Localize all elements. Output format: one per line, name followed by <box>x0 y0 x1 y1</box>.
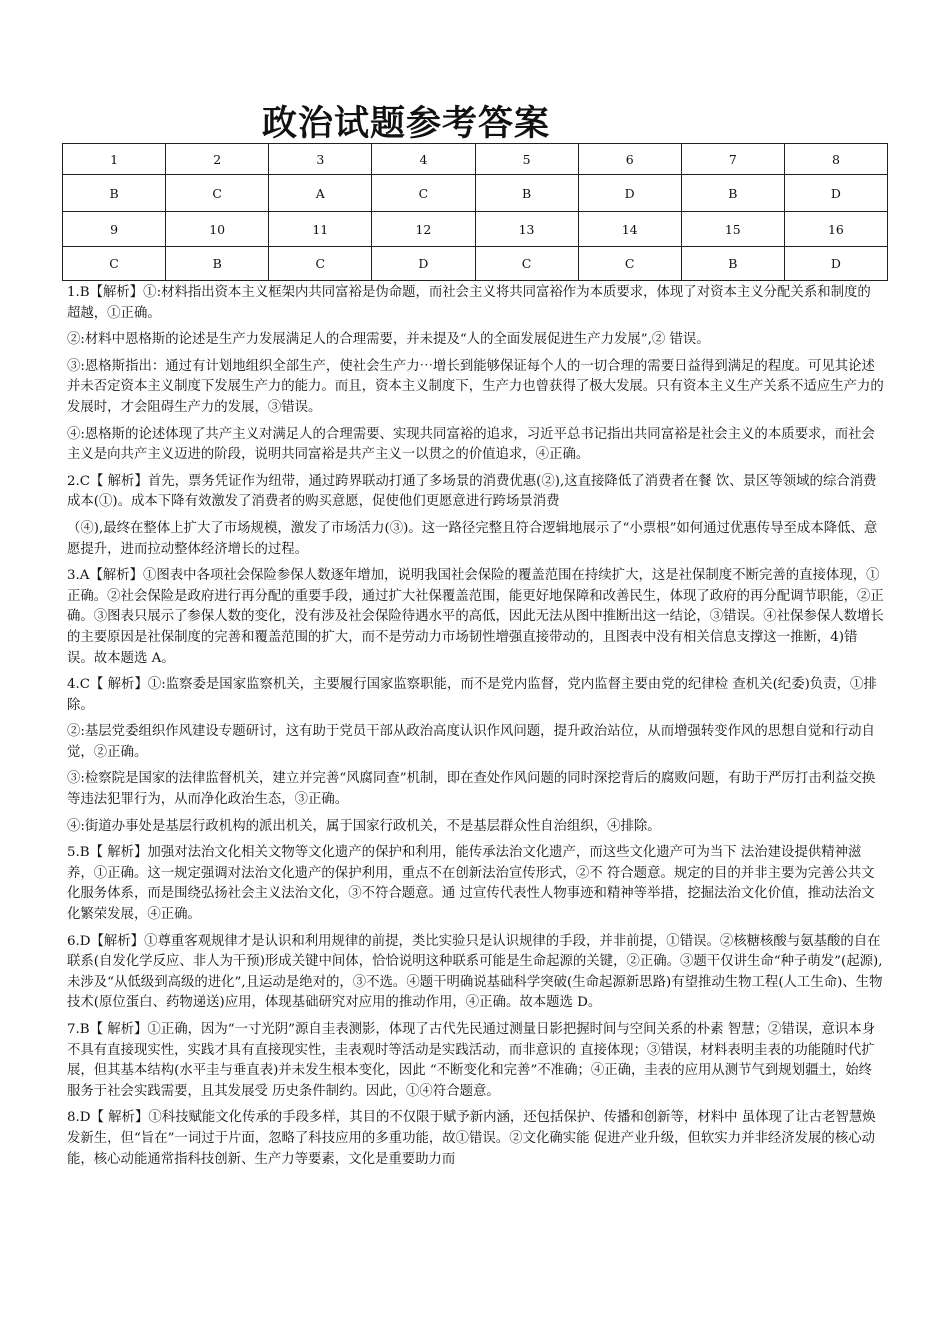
table-cell: 9 <box>63 212 166 247</box>
table-cell: 10 <box>166 212 269 247</box>
paragraph: （④),最终在整体上扩大了市场规模，激发了市场活力(③)。这一路径完整且符合逻辑地展示了“小票根”如何通过优惠传导至成本降低、意愿提升，进而拉动整体经济增长的过程。 <box>67 520 878 557</box>
table-cell: A <box>269 175 372 212</box>
table-cell: D <box>784 247 887 281</box>
paragraph: 8.D【 解析】①科技赋能文化传承的手段多样，其目的不仅限于赋予新内涵，还包括保护、传播和创新等，材料中 虽体现了让古老智慧焕发新生，但“旨在”一词过于片面，忽略了科技应用的多重功能，故①错误。②文化确实能 促进产业升级，但软实力并非经济发展的核心动能，核心动能通常指科技创新、生产力等要素，文化是重要助力而 <box>67 1110 876 1167</box>
table-cell: B <box>475 175 578 212</box>
paragraph: ②:材料中恩格斯的论述是生产力发展满足人的合理需要，并未提及“人的全面发展促进生产力发展”,② 错误。 <box>67 332 710 348</box>
table-row <box>63 175 888 212</box>
paragraph: 7.B【 解析】①正确，因为“一寸光阴”源自圭表测影，体现了古代先民通过测量日影把握时间与空间关系的朴素 智慧；②错误，意识本身不具有直接现实性，实践才具有直接现实性，圭表观时等活动是实践活动，而非意识的 直接体现；③错误，材料表明圭表的功能随时代扩展，但其基本结构(水平圭与垂直表)并未发生根本变化，因此 “不断变化和完善”不准确；④正确，圭表的应用从测节气到规划疆土，始终服务于社会实践需要，且其发展受 历史条件制约。因此，①④符合题意。 <box>67 1022 876 1099</box>
answer-table <box>62 143 888 281</box>
table-cell: B <box>63 175 166 212</box>
table-cell: 1 <box>63 144 166 175</box>
table-cell: B <box>166 247 269 281</box>
paragraph: 2.C【 解析】首先，票务凭证作为纽带，通过跨界联动打通了多场景的消费优惠(②),这直接降低了消费者在餐 饮、景区等领域的综合消费成本(①)。成本下降有效激发了消费者的购买意愿，促使他们更愿意进行跨场景消费 <box>67 473 877 510</box>
table-cell: B <box>681 247 784 281</box>
table-cell: 16 <box>784 212 887 247</box>
paragraph: ③:恩格斯指出：通过有计划地组织全部生产，使社会生产力⋯增长到能够保证每个人的一切合理的需要日益得到满足的程度。可见其论述并未否定资本主义制度下发展生产力的能力。而且，资本主义制度下，生产力也曾获得了极大发展。只有资本主义生产关系不适应生产力的发展时，才会阻碍生产力的发展，③错误。 <box>67 358 884 415</box>
page-title: 政治试题参考答案 <box>262 104 551 144</box>
table-row <box>63 247 888 281</box>
table-row <box>63 144 888 175</box>
table-cell: B <box>681 175 784 212</box>
table-row <box>63 212 888 247</box>
table-cell: 6 <box>578 144 681 175</box>
table-cell: 5 <box>475 144 578 175</box>
table-cell: C <box>475 247 578 281</box>
table-cell: 2 <box>166 144 269 175</box>
table-cell: D <box>784 175 887 212</box>
table-cell: 14 <box>578 212 681 247</box>
answer-explanations <box>67 283 884 1176</box>
table-cell: 8 <box>784 144 887 175</box>
paragraph: ③:检察院是国家的法律监督机关，建立并完善“风腐同查”机制，即在查处作风问题的同时深挖背后的腐败问题，有助于严厉打击利益交换等违法犯罪行为，从而净化政治生态，③正确。 <box>67 771 876 808</box>
table-cell: 15 <box>681 212 784 247</box>
table-cell: 12 <box>372 212 475 247</box>
table-cell: C <box>63 247 166 281</box>
paragraph: ④:街道办事处是基层行政机构的派出机关，属于国家行政机关，不是基层群众性自治组织，④排除。 <box>67 818 661 834</box>
paragraph: 3.A【解析】①图表中各项社会保险参保人数逐年增加，说明我国社会保险的覆盖范围在持续扩大，这是社保制度不断完善的直接体现，①正确。②社会保险是政府进行再分配的重要手段，通过扩大社保覆盖范围，能更好地保障和改善民生，体现了政府的再分配调节职能，②正确。③图表只展示了参保人数的变化，没有涉及社会保险待遇水平的高低，因此无法从图中推断出这一结论，③错误。④社保参保人数增长的主要原因是社保制度的完善和覆盖范围的扩大，而不是劳动力市场韧性增强直接带动的，且图表中没有相关信息支撑这一推断，4)错误。故本题选 A。 <box>67 568 884 666</box>
table-cell: D <box>372 247 475 281</box>
table-cell: 7 <box>681 144 784 175</box>
table-cell: D <box>578 175 681 212</box>
table-cell: C <box>372 175 475 212</box>
paragraph: 5.B【 解析】加强对法治文化相关文物等文化遗产的保护和利用，能传承法治文化遗产，而这些文化遗产可为当下 法治建设提供精神滋养，①正确。这一规定强调对法治文化遗产的保护利用，重点不在创新法治宣传形式，②不 符合题意。规定的目的并非主要为完善公共文化服务体系，而是围绕弘扬社会主义法治文化，③不符合题意。通 过宣传代表性人物事迹和精神等举措，挖掘法治文化价值，推动法治文化繁荣发展，④正确。 <box>67 845 875 923</box>
paragraph: 6.D【解析】①尊重客观规律才是认识和利用规律的前提，类比实验只是认识规律的手段，并非前提，①错误。②核糖核酸与氨基酸的自在联系(自发化学反应、非人为干预)形成关键中间体，恰恰说明这种联系可能是生命起源的关键，②正确。③题干仅讲生命“种子萌发”(起源),未涉及“从低级到高级的进化”,且运动是绝对的，③不选。④题干明确说基础科学突破(生命起源新思路)有望推动生物工程(人工生命)、生物技术(原位蛋白、药物递送)应用，体现基础研究对应用的推动作用，④正确。故本题选 D。 <box>67 933 883 1011</box>
table-cell: C <box>269 247 372 281</box>
table-cell: 4 <box>372 144 475 175</box>
table-cell: 3 <box>269 144 372 175</box>
table-cell: C <box>578 247 681 281</box>
table-cell: 13 <box>475 212 578 247</box>
table-cell: 11 <box>269 212 372 247</box>
paragraph: 4.C【 解析】①:监察委是国家监察机关，主要履行国家监察职能，而不是党内监督，党内监督主要由党的纪律检 查机关(纪委)负责，①排除。 <box>67 677 877 713</box>
table-cell: C <box>166 175 269 212</box>
paragraph: ②:基层党委组织作风建设专题研讨，这有助于党员干部从政治高度认识作风问题，提升政治站位，从而增强转变作风的思想自觉和行动自觉，②正确。 <box>67 724 875 760</box>
paragraph: 1.B【解析】①:材料指出资本主义框架内共同富裕是伪命题，而社会主义将共同富裕作为本质要求，体现了对资本主义分配关系和制度的超越，①正确。 <box>67 285 871 321</box>
paragraph: ④:恩格斯的论述体现了共产主义对满足人的合理需要、实现共同富裕的追求，习近平总书记指出共同富裕是社会主义的本质要求，而社会主义是向共产主义迈进的阶段，说明共同富裕是共产主义一以贯之的价值追求，④正确。 <box>67 426 875 463</box>
